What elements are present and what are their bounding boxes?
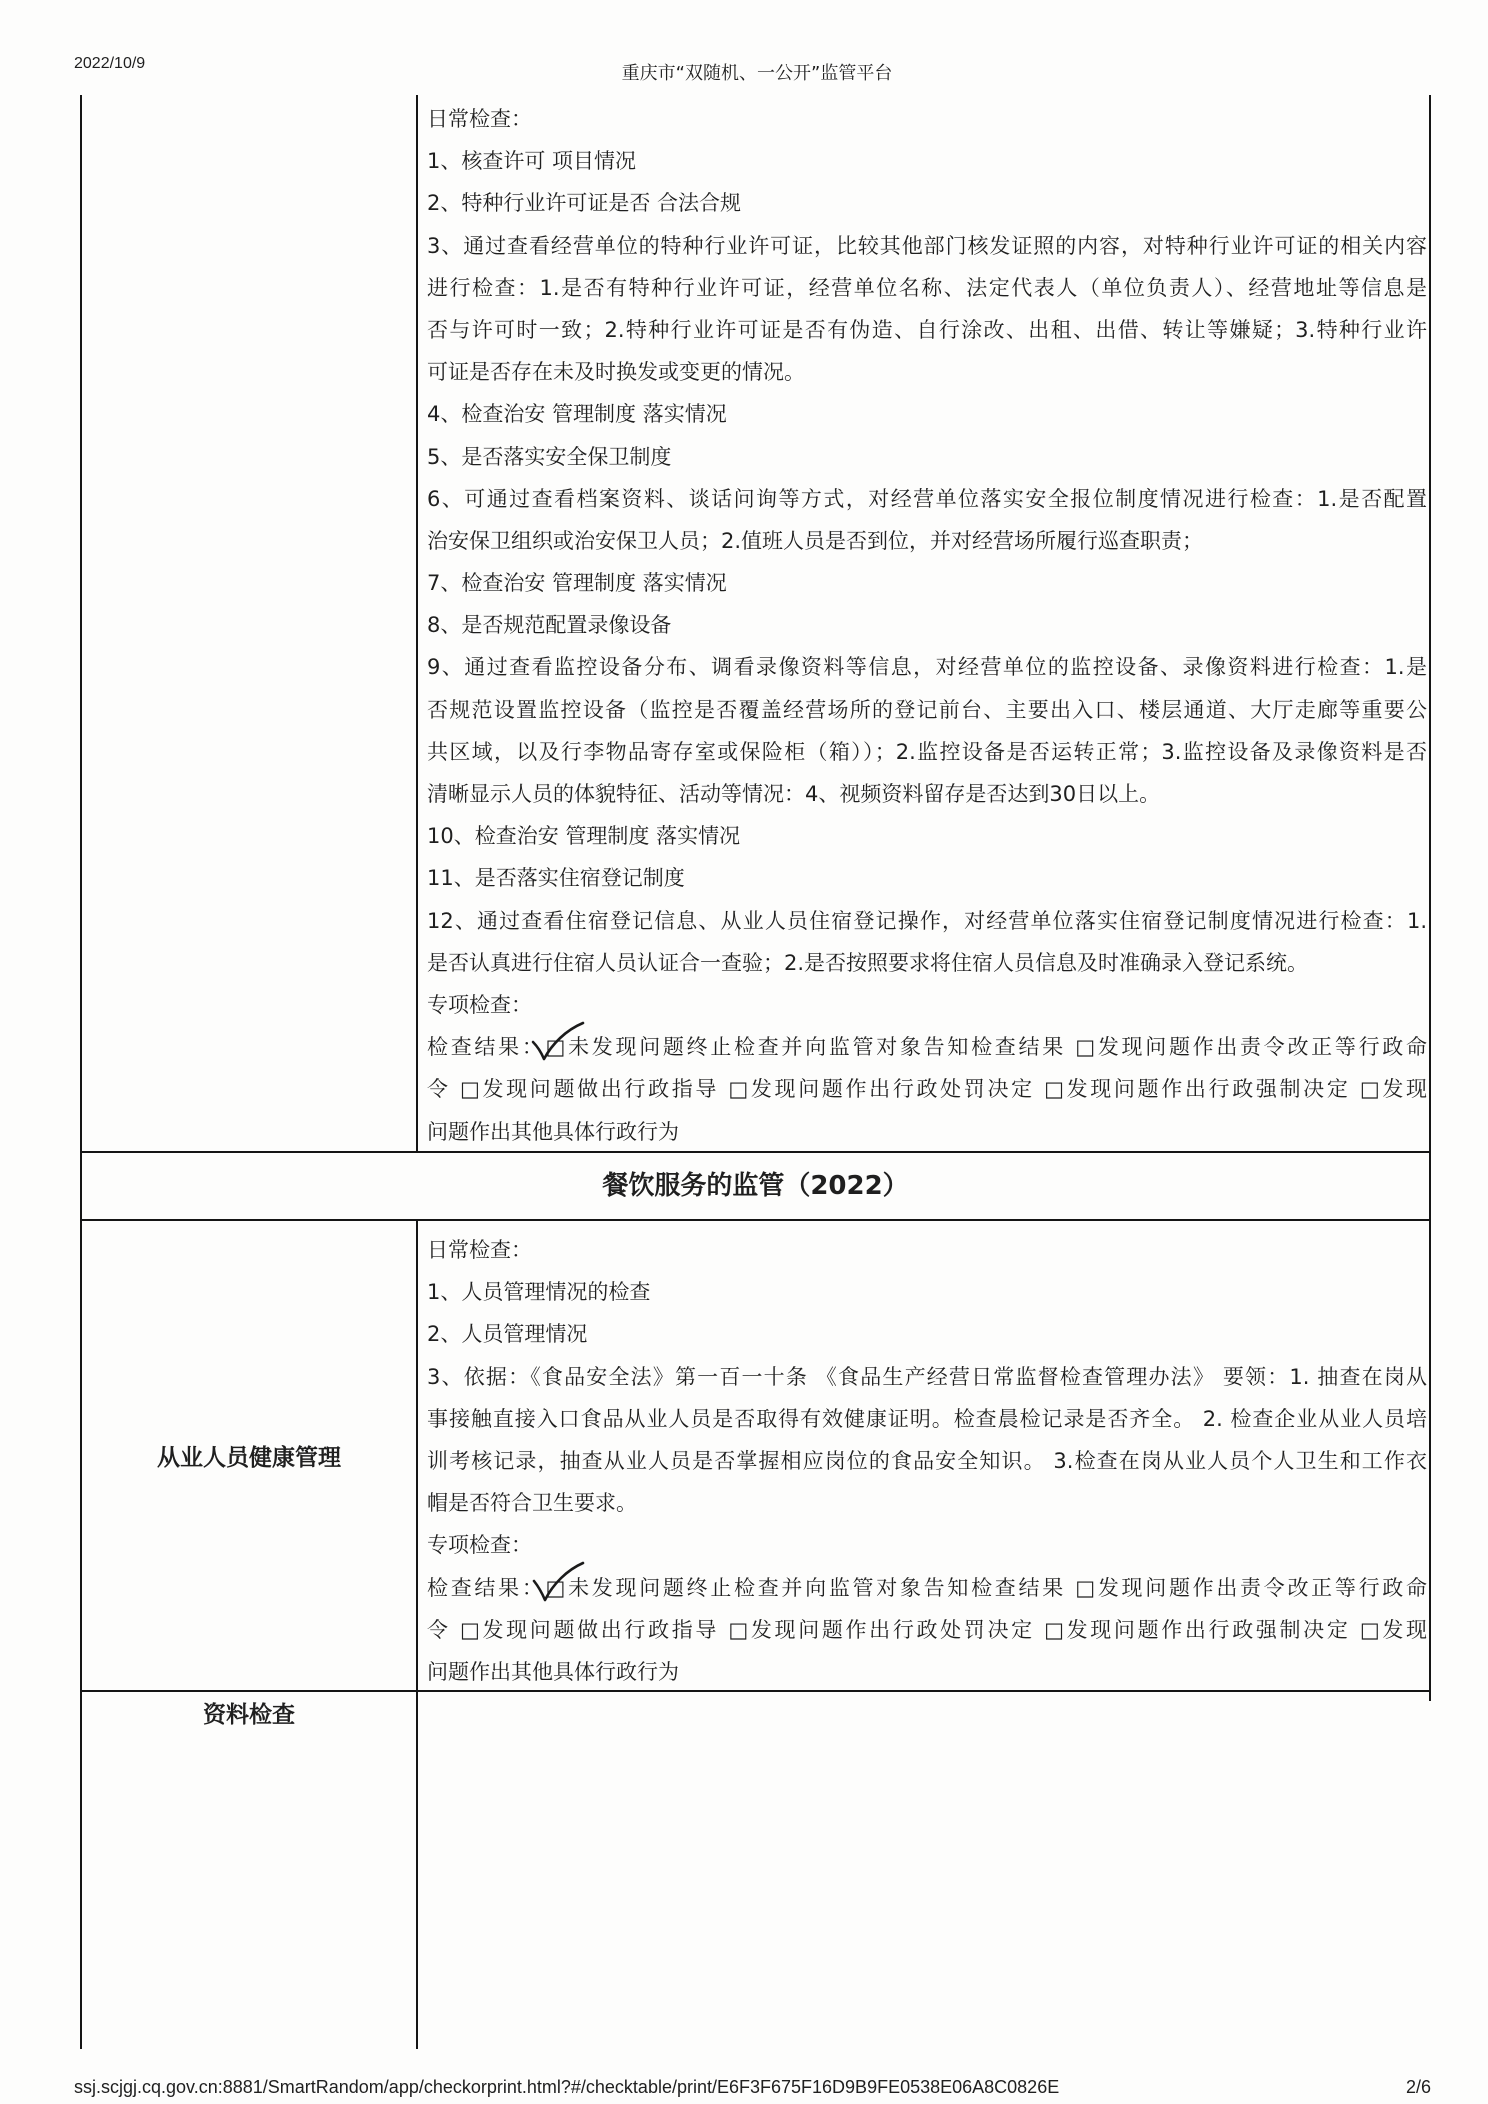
text-line: 4、检查治安 管理制度 落实情况 — [427, 402, 727, 427]
text-line: 专项检查： — [427, 1533, 532, 1558]
checkbox-glyph: □ — [545, 1575, 566, 1600]
text-line: 11、是否落实住宿登记制度 — [427, 866, 685, 891]
text-line: 3、通过查看经营单位的特种行业许可证，比较其他部门核发证照的内容，对特种行业许可证的相关内容 — [427, 233, 1427, 258]
handwritten-check-icon — [531, 1021, 585, 1061]
result-options-line: 令 □发现问题做出行政指导 □发现问题作出行政处罚决定 □发现问题作出行政强制决定 □发现 — [427, 1617, 1427, 1642]
checked-checkbox — [545, 1575, 566, 1600]
text-line: 清晰显示人员的体貌特征、活动等情况：4、视频资料留存是否达到30日以上。 — [427, 782, 1161, 806]
text-line: 共区域，以及行李物品寄存室或保险柜（箱））；2.监控设备是否运转正常；3.监控设备及录像资料是否 — [427, 739, 1427, 764]
platform-title: 重庆市“双随机、一公开”监管平台 — [621, 63, 893, 84]
result-options-line: 问题作出其他具体行政行为 — [427, 1119, 679, 1144]
text-line: 可证是否存在未及时换发或变更的情况。 — [427, 360, 805, 385]
text-line: 7、检查治安 管理制度 落实情况 — [427, 571, 727, 596]
column-divider — [416, 95, 418, 1152]
table-border-left — [80, 95, 82, 2049]
inspection-result-line — [427, 1026, 1427, 1068]
checkbox-glyph: □ — [545, 1035, 566, 1060]
security-inspection-content — [427, 98, 1427, 1153]
text-line: 专项检查： — [427, 992, 532, 1017]
print-source-url: ssj.scjgj.cq.gov.cn:8881/SmartRandom/app/checkorprint.html?#/checktable/print/E6F3F675F16D9B9FE0538E06A8C0826E — [74, 2077, 1060, 2097]
text-line: 8、是否规范配置录像设备 — [427, 613, 672, 638]
text-line: 治安保卫组织或治安保卫人员；2.值班人员是否到位，并对经营场所履行巡查职责； — [427, 528, 1204, 553]
inspection-result-label: 检查结果： — [427, 1575, 546, 1600]
text-line: 否与许可时一致；2.特种行业许可证是否有伪造、自行涂改、出租、出借、转让等嫌疑；3.特种行业许 — [427, 317, 1427, 342]
text-line: 2、人员管理情况 — [427, 1322, 588, 1347]
section-title: 餐饮服务的监管（2022） — [602, 1171, 909, 1201]
text-line: 3、依据：《食品安全法》第一百一十条 《食品生产经营日常监督检查管理办法》 要领：1. 抽查在岗从 — [427, 1364, 1427, 1389]
handwritten-check-icon — [531, 1562, 585, 1602]
result-options-text: 未发现问题终止检查并向监管对象告知检查结果 □发现问题作出责令改正等行政命 — [565, 1035, 1428, 1060]
row-label-health-management — [82, 1221, 416, 1690]
text-line: 1、核查许可 项目情况 — [427, 149, 637, 174]
text-line: 6、可通过查看档案资料、谈话问询等方式，对经营单位落实安全报位制度情况进行检查：1.是否配置 — [427, 486, 1427, 511]
text-line: 5、是否落实安全保卫制度 — [427, 444, 672, 469]
text-line: 10、检查治安 管理制度 落实情况 — [427, 824, 741, 849]
text-line: 9、通过查看监控设备分布、调看录像资料等信息，对经营单位的监控设备、录像资料进行检查：1.是 — [427, 655, 1427, 680]
text-line: 否规范设置监控设备（监控是否覆盖经营场所的登记前台、主要出入口、楼层通道、大厅走廊等重要公 — [427, 697, 1427, 722]
result-options-line: 令 □发现问题做出行政指导 □发现问题作出行政处罚决定 □发现问题作出行政强制决定 □发现 — [427, 1077, 1427, 1102]
result-options-line: 问题作出其他具体行政行为 — [427, 1659, 679, 1684]
text-line: 1、人员管理情况的检查 — [427, 1280, 651, 1305]
result-options-text: 未发现问题终止检查并向监管对象告知检查结果 □发现问题作出责令改正等行政命 — [565, 1575, 1428, 1600]
materials-check-content — [418, 1692, 1428, 2048]
text-line: 进行检查：1.是否有特种行业许可证，经营单位名称、法定代表人（单位负责人）、经营地址等信息是 — [427, 275, 1427, 300]
page-number: 2/6 — [1405, 2077, 1431, 2097]
inspection-result-line — [427, 1567, 1427, 1609]
text-line: 帽是否符合卫生要求。 — [427, 1491, 637, 1516]
text-line: 2、特种行业许可证是否 合法合规 — [427, 191, 742, 216]
print-date: 2022/10/9 — [74, 55, 146, 72]
inspection-result-label: 检查结果： — [427, 1035, 546, 1060]
row-label-materials-check: 资料检查 — [203, 1702, 295, 1728]
text-line: 训考核记录，抽查从业人员是否掌握相应岗位的食品安全知识。 3.检查在岗从业人员个人卫生和工作衣 — [427, 1448, 1427, 1473]
text-line: 事接触直接入口食品从业人员是否取得有效健康证明。检查晨检记录是否齐全。 2. 检查企业从业人员培 — [427, 1406, 1427, 1431]
text-line: 12、通过查看住宿登记信息、从业人员住宿登记操作，对经营单位落实住宿登记制度情况进行检查：1. — [427, 908, 1427, 933]
text-line: 日常检查： — [427, 1238, 532, 1262]
checked-checkbox — [546, 1037, 566, 1058]
text-line: 是否认真进行住宿人员认证合一查验；2.是否按照要求将住宿人员信息及时准确录入登记系统。 — [427, 950, 1309, 975]
health-management-content — [427, 1229, 1427, 1693]
table-border-right — [1429, 95, 1431, 1701]
row-label-text: 从业人员健康管理 — [157, 1445, 341, 1471]
text-line: 日常检查： — [427, 107, 532, 131]
